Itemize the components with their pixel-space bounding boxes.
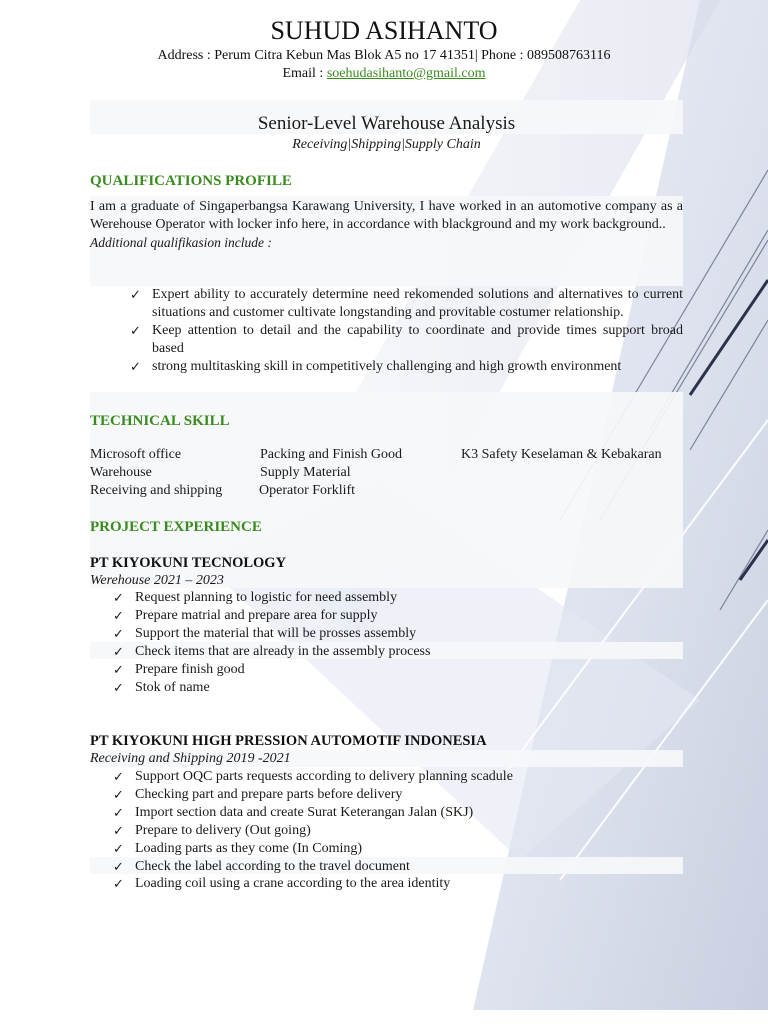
list-item [113,625,430,643]
check-icon: ✓ [113,840,124,856]
skill-item: Supply Material [260,465,351,481]
headline-subtitle: Receiving|Shipping|Supply Chain [292,137,481,152]
list-item [113,768,513,786]
task-text: Check items that are already in the assembly process [135,643,431,659]
qualifications-list [130,286,683,377]
check-icon: ✓ [113,769,124,784]
email-label: Email : [282,66,327,81]
company-name: PT KIYOKUNI HIGH PRESSION AUTOMOTIF INDONESIA [90,733,487,749]
project-experience-heading: PROJECT EXPERIENCE [90,519,262,535]
job-task-list [113,589,430,696]
technical-skill-heading: TECHNICAL SKILL [90,413,230,429]
company-name: PT KIYOKUNI TECNOLOGY [90,555,287,571]
check-icon: ✓ [113,679,124,695]
skill-item: Warehouse [90,465,152,481]
list-item [113,840,513,858]
task-text: Loading coil using a crane according to the area identity [135,876,451,892]
check-icon: ✓ [113,858,124,874]
task-text: Prepare to delivery (Out going) [135,822,311,838]
list-item [113,589,430,607]
task-text: Support the material that will be prosses assembly [135,625,417,641]
job-role: Receiving and Shipping 2019 -2021 [90,751,291,766]
qualifications-paragraph [90,198,683,251]
task-text: Support OQC parts requests according to delivery planning scadule [135,769,513,784]
check-icon: ✓ [113,661,124,677]
additional-qualifications-label: Additional qualifikasion include : [90,235,272,250]
check-icon: ✓ [113,607,124,623]
email-link[interactable]: soehudasihanto@gmail.com [326,66,486,81]
skills-row [90,482,690,500]
skill-item: Microsoft office [90,447,182,462]
list-item [113,858,513,876]
check-icon: ✓ [113,625,124,641]
check-icon: ✓ [130,323,141,338]
list-item [130,358,683,376]
skill-item: K3 Safety Keselaman & Kebakaran [461,447,662,462]
skill-item: Packing and Finish Good [260,447,402,462]
list-item [113,607,430,625]
skill-item: Operator Forklift [259,483,356,499]
task-text: Checking part and prepare parts before delivery [135,786,403,802]
qualifications-heading: QUALIFICATIONS PROFILE [90,173,292,189]
check-icon: ✓ [113,804,124,820]
list-item [113,661,430,679]
list-item [113,643,430,661]
check-icon: ✓ [113,876,124,892]
check-icon: ✓ [113,590,124,605]
contact-line: Address : Perum Citra Kebun Mas Blok A5 no 17 41351| Phone : 089508763116 [157,48,611,63]
list-item [130,322,683,357]
qualification-text: Keep attention to detail and the capability to coordinate and provide times support broad based [152,323,683,356]
email-line [0,65,768,82]
list-item [113,822,513,840]
task-text: Prepare matrial and prepare area for supply [135,607,378,623]
task-text: Check the label according to the travel document [135,858,410,874]
qualification-text: strong multitasking skill in competitively challenging and high growth environment [152,359,622,374]
list-item [113,804,513,822]
list-item [130,286,683,321]
job-task-list [113,768,513,893]
qualification-text: Expert ability to accurately determine need rekomended solutions and alternatives to current situations and customer cultivate longstanding and provitable costumer relationship. [152,287,683,320]
list-item [113,679,430,697]
task-text: Import section data and create Surat Keterangan Jalan (SKJ) [135,804,474,820]
headline-title: Senior-Level Warehouse Analysis [257,113,516,134]
list-item [113,875,513,893]
qualifications-text: I am a graduate of Singaperbangsa Karawang University, I have worked in an automotive company as a Werehouse Operator with locker info here, in accordance with blackground and my work background.. [90,199,683,232]
job-role: Werehouse 2021 – 2023 [90,573,224,588]
list-item [113,786,513,804]
check-icon: ✓ [113,786,124,802]
task-text: Stok of name [135,679,210,695]
task-text: Request planning to logistic for need assembly [135,590,398,605]
check-icon: ✓ [130,359,141,374]
skill-item: Receiving and shipping [90,483,223,499]
candidate-name: SUHUD ASIHANTO [270,16,498,45]
skills-table [90,446,690,501]
task-text: Prepare finish good [135,661,245,677]
task-text: Loading parts as they come (In Coming) [135,840,363,856]
check-icon: ✓ [113,643,124,659]
check-icon: ✓ [113,822,124,838]
skills-row [90,446,690,464]
skills-row [90,464,690,482]
check-icon: ✓ [130,287,141,302]
